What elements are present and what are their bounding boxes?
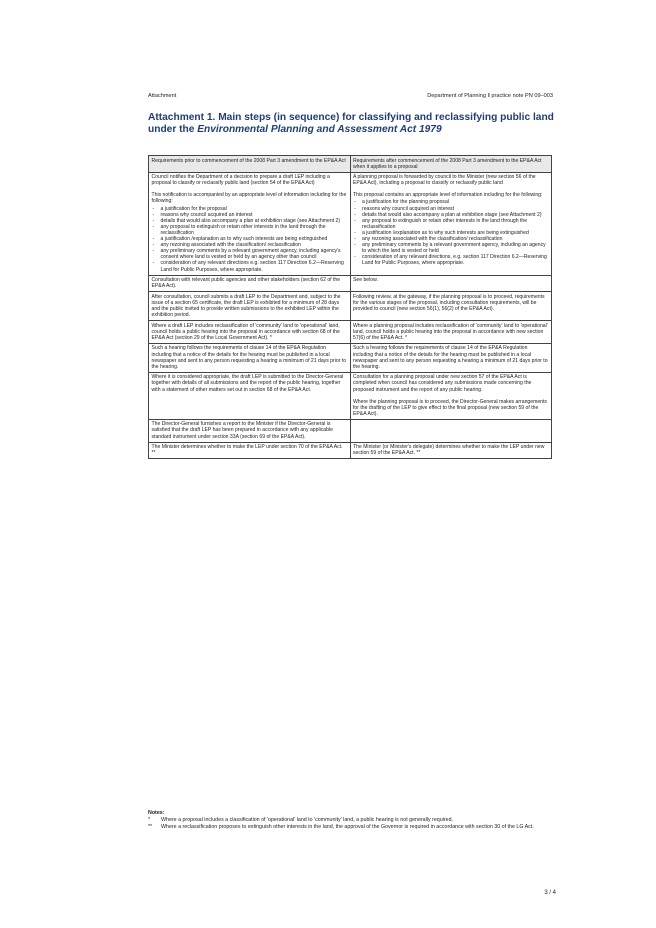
table-header-row [149, 156, 552, 173]
table-cell [149, 172, 351, 275]
table-cell: Where it is considered appropriate, the draft LEP is submitted to the Director-General together with details of all submissions and the report of the public hearing, together with a statement of other matters set out in section 68 of the EP&A Act. [149, 372, 351, 419]
cell-paragraph: Council notifies the Department of a decision to prepare a draft LEP including a proposal to classify or reclassify public land (section 54 of the EP&A Act) [151, 174, 330, 187]
bullet-list [152, 206, 348, 273]
page-number: 3 / 4 [544, 890, 556, 896]
table-cell: Where a draft LEP includes reclassification of 'community' land to 'operational' land, council holds a public hearing into the proposal in accordance with section 68 of the EP&A Act (section 29 of the Local Government Act). * [149, 321, 351, 344]
table-cell: The Director-General furnishes a report to the Minister if the Director-General is satisfied that the draft LEP has been prepared in accordance with any applicable standard instrument under section 33A (section 69 of the EP&A Act). [149, 419, 351, 442]
table-cell: The Minister determines whether to make the LEP under section 70 of the EP&A Act. ** [149, 442, 351, 459]
note-text: Where a reclassification proposes to extinguish other interests in the land, the approval of the Governor is required in accordance with section 30 of the LG Act. [161, 823, 534, 830]
list-item: - a justification /explanation as to why such interests are being extinguished [152, 236, 348, 242]
note-marker: * [148, 817, 151, 824]
list-item: - reasons why council acquired an interest [152, 212, 348, 218]
table-row [149, 172, 552, 275]
table-cell: Following review, at the gateway, if the planning proposal is to proceed, requirements for the various stages of the proposal, including consultation requirements, will be provided to council (new section 56(1), 56(2) of the EP&A Act). [350, 292, 552, 321]
table-cell: See below. [350, 275, 552, 292]
bullet-list [353, 199, 549, 266]
table-cell: Such a hearing follows the requirements of clause 14 of the EP&A Regulation including that a notice of the details for the hearing must be published in a local newspaper and sent to any person requesting a hearing a minimum of 21 days prior to the hearing. [149, 343, 351, 372]
list-item: - reasons why council acquired an interest [353, 206, 549, 212]
page-title [148, 112, 558, 136]
table-row [149, 419, 552, 442]
list-item: - any proposal to extinguish or retain other interests in the land through the reclassification [152, 224, 348, 236]
list-item: - a justification for the planning proposal [353, 199, 549, 205]
table-cell: After consultation, council submits a draft LEP to the Department and, subject to the issue of a section 65 certificate, the draft LEP is exhibited for a minimum of 28 days and the public invited to provide written submissions to the exhibited LEP within the exhibition period. [149, 292, 351, 321]
table-row [149, 372, 552, 419]
column-header-prior: Requirements prior to commencement of the 2008 Part 3 amendment to the EP&A Act [149, 156, 351, 173]
cell-paragraph: A planning proposal is forwarded by council to the Minister (new section 56 of the EP&A Act), including a proposal to classify or reclassify public land [353, 174, 536, 187]
note-item [148, 824, 558, 830]
list-item: - a justification /explanation as to why such interests are being extinguished [353, 230, 549, 236]
notes-section [148, 810, 558, 830]
list-item: - details that would also accompany a plan at exhibition stage (see Attachment 2) [152, 218, 348, 224]
title-act-name: Environmental Planning and Assessment Act 1979 [197, 124, 442, 135]
table-row [149, 442, 552, 459]
cell-paragraph: This proposal contains an appropriate level of information including for the following: [353, 192, 543, 199]
table-row [149, 321, 552, 344]
table-row [149, 275, 552, 292]
title-text: Attachment 1. Main steps (in sequence) for classifying and reclassifying public land under the [148, 112, 554, 135]
table-cell: Such a hearing follows the requirements of clause 14 of the EP&A Regulation including that a notice of the details for the hearing must be published in a local newspaper and sent to any person requesting a hearing a minimum of 21 days prior to the hearing. [350, 343, 552, 372]
header-section-label: Attachment [148, 93, 177, 99]
list-item: - any preliminary comments by a relevant government agency, including an agency to which the land is vested or held [353, 242, 549, 254]
table-cell: Consultation with relevant public agencies and other stakeholders (section 62 of the EP&A Act). [149, 275, 351, 292]
notes-title: Notes: [148, 810, 165, 816]
list-item: - any preliminary comments by a relevant government agency, including agency's consent where land is vested or held by an agency other than council [152, 248, 348, 260]
list-item: - any proposal to extinguish or retain other interests in the land through the reclassification [353, 218, 549, 230]
list-item: - any rezoning associated with the classification/ reclassification [152, 242, 348, 248]
header-document-reference: Department of Planning ǁ practice note PN 09–003 [427, 93, 553, 99]
column-header-after: Requirements after commencement of the 2008 Part 3 amendment to the EP&A Act when it applies to a proposal [350, 156, 552, 173]
table-row [149, 343, 552, 372]
cell-paragraph: Consultation for a planning proposal under new section 57 of the EP&A Act is completed when council has considered any submissions made concerning the proposed instrument and the report of any public hearing. [353, 374, 532, 393]
list-item: - details that would also accompany a plan at exhibition stage (see Attachment 2) [353, 212, 549, 218]
table-cell: The Minister (or Minister's delegate) determines whether to make the LEP under new section 59 of the EP&A Act. ** [350, 442, 552, 459]
list-item: - a justification for the proposal [152, 206, 348, 212]
table-cell [350, 172, 552, 275]
table-cell [350, 372, 552, 419]
cell-paragraph: Where the planning proposal is to proceed, the Director-General makes arrangements for the drafting of the LEP to give effect to the final proposal (new section 59 of the EP&A Act). [353, 398, 547, 417]
table-cell: Where a planning proposal includes reclassification of 'community' land to 'operational' land, council holds a public hearing into the proposal in accordance with new section 57(6) of the EP&A Act. * [350, 321, 552, 344]
table-row [149, 292, 552, 321]
note-marker: ** [148, 823, 153, 830]
table-cell-empty [350, 419, 552, 442]
list-item: - any rezoning associated with the classification/ reclassification [353, 236, 549, 242]
note-text: Where a proposal includes a classification of 'operational' land to 'community' land, a public hearing is not generally required. [161, 817, 454, 824]
steps-table [148, 155, 552, 459]
list-item: - consideration of any relevant directions e.g. section 117 Direction 6.2—Reserving Land for Public Purposes, where appropriate. [152, 260, 348, 272]
cell-paragraph: This notification is accompanied by an appropriate level of information including for the following: [151, 192, 347, 205]
list-item: - consideration of any relevant directions, e.g. section 117 Direction 6.2—Reserving Land for Public Purposes, where appropriate. [353, 254, 549, 266]
